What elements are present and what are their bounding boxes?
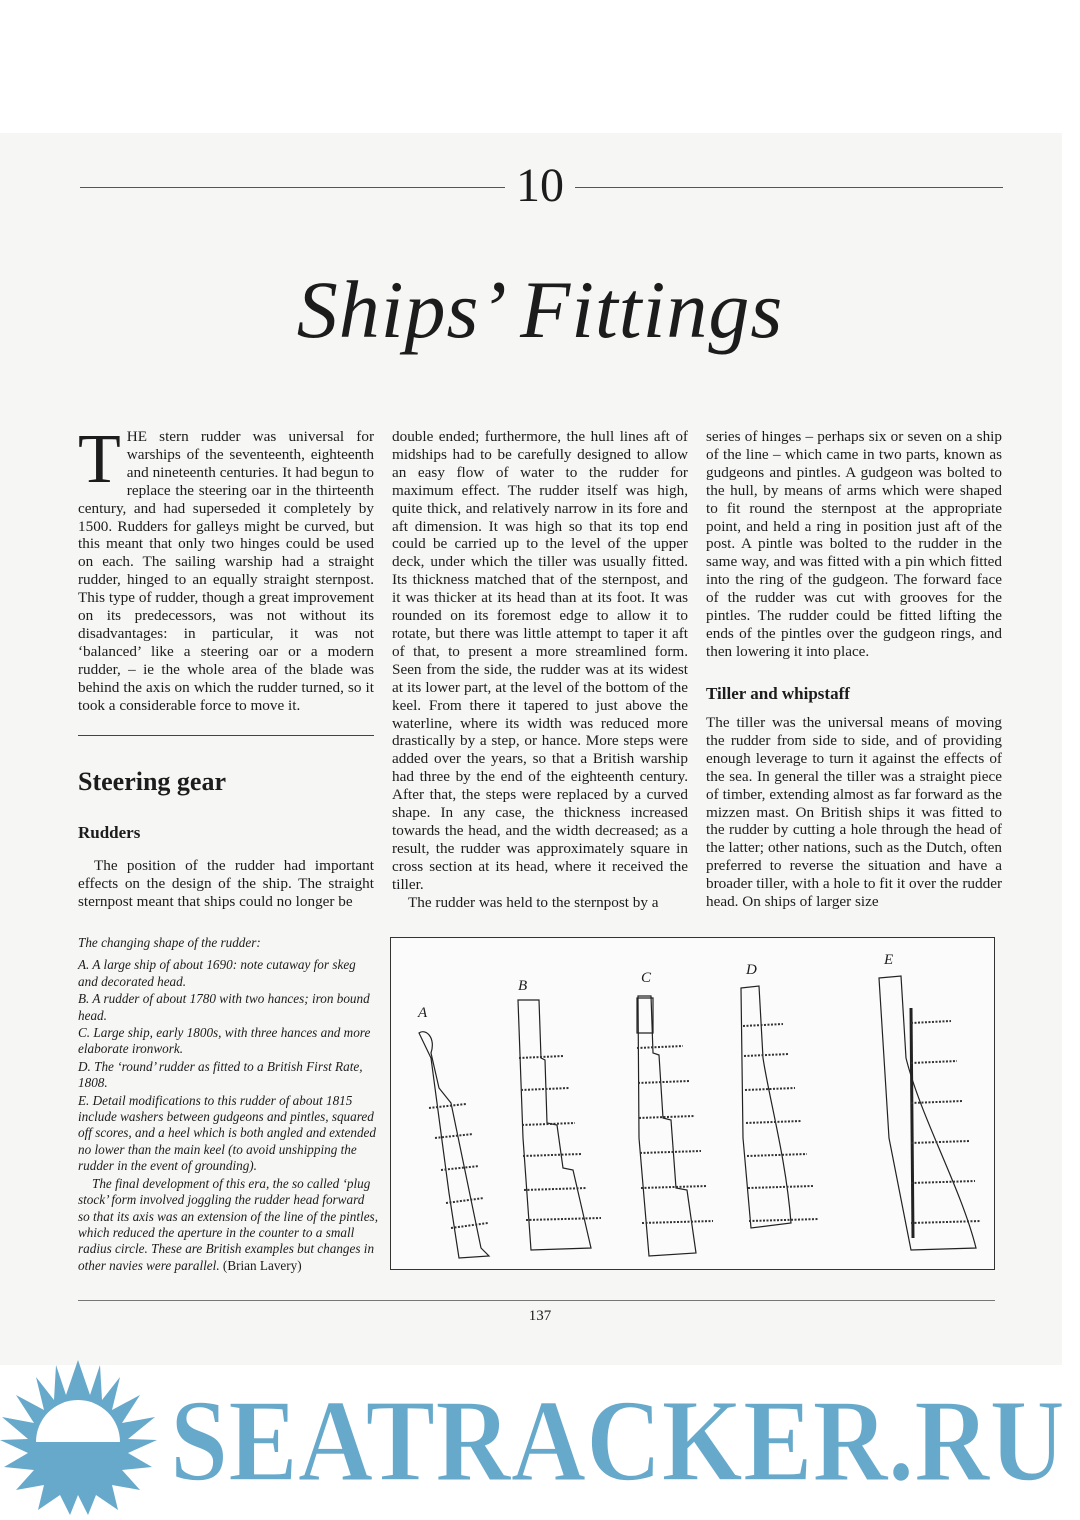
figure-label-e: E: [884, 952, 894, 968]
caption-final: The final development of this era, the so called ‘plug stock’ form involved joggling the rudder head forward so that its axis was an extension of the line of the pintles, which reduced the aperture in the counter to a small radius circle. These are British examples but changes in other navies were parallel.: [78, 1175, 378, 1273]
column-2: [392, 428, 688, 911]
chapter-title: Ships’ Fittings: [296, 264, 784, 355]
caption-item: A. A large ship of about 1690: note cutaway for skeg and decorated head.: [78, 957, 356, 989]
subheading-rudders: Rudders: [78, 823, 141, 842]
rudders-paragraph: The position of the rudder had important effects on the design of the ship. The straight sternpost meant that ships could no longer be: [78, 857, 374, 910]
footer-rule: [78, 1300, 995, 1301]
figure-caption: [78, 935, 378, 1275]
intro-paragraph: HE stern rudder was universal for warships of the seventeenth, eighteenth and nineteenth centuries. It had begun to replace the steering oar in the thirteenth century, and had superseded it completely by 1500. Rudders for galleys might be curved, but this meant that only two hinges could be used on each. The sailing warship had a straight rudder, hinged to an equally straight sternpost. This type of rudder, though a great improvement on its predecessors, was not without its disadvantages: in particular, it was not ‘balanced’ like a steering oar or a modern rudder, – ie the whole area of the blade was behind the axis on which the rudder turned, so it took a considerable force to move it.: [78, 428, 374, 714]
rudder-figure: [390, 937, 995, 1270]
rudder-drawings: [391, 938, 994, 1269]
chapter-rule-right: [575, 187, 1003, 188]
figure-label-c: C: [641, 970, 652, 986]
rudder-d-drawing: [741, 986, 791, 1228]
figure-label-a: A: [418, 1005, 428, 1021]
sun-icon: [0, 1360, 157, 1515]
page-number: 137: [528, 1308, 552, 1324]
figure-label-b: B: [518, 978, 528, 994]
paragraph: double ended; furthermore, the hull lines aft of midships had to be carefully designed to allow an easy flow of water to the rudder for maximum effect. The rudder itself was high, quite thick, and relatively narrow in its fore and aft dimension. It was high so that its top end could be carried up to the level of the upper deck, under which the tiller was usually fitted. Its thickness matched that of the sternpost, and it was thicker at its head than at its foot. It was rounded on its foremost edge to allow it to rotate, but there was little attempt to taper it aft of that, to present a more streamlined form. Seen from the side, the rudder was at its widest at its lower part, at the level of the bottom of the keel. From there it tapered to just above the waterline, where its width was reduced more drastically by a step, or hance. More steps were added over the years, so that a British warship had three by the end of the eighteenth century. After that, the steps were replaced by a curved shape. In any case, the thickness increased towards the head, and the width decreased; as a result, the rudder was approximately square in cross section at its head, where it received the tiller.: [392, 428, 688, 893]
caption-item: B. A rudder of about 1780 with two hances; iron bound head.: [78, 991, 370, 1023]
watermark-logo: [0, 1355, 1080, 1515]
watermark-text: SEATRACKER.RU: [170, 1375, 1065, 1506]
section-divider: [78, 735, 374, 736]
column-1-rudders: [78, 857, 374, 911]
paragraph: The rudder was held to the sternpost by a: [408, 893, 659, 911]
rudder-b-drawing: [518, 1000, 591, 1250]
watermark-graphic: [0, 1355, 1080, 1515]
column-1-intro: [78, 421, 374, 715]
section-heading: Steering gear: [78, 767, 227, 796]
chapter-rule-left: [80, 187, 505, 188]
figure-label-d: D: [746, 962, 757, 978]
column-3-bottom: [706, 714, 1002, 911]
caption-title: The changing shape of the rudder:: [78, 935, 261, 950]
chapter-number: 10: [516, 159, 564, 212]
caption-item: C. Large ship, early 1800s, with three hances and more elaborate ironwork.: [78, 1025, 371, 1057]
rudder-a-drawing: [419, 1032, 489, 1258]
caption-item: D. The ‘round’ rudder as fitted to a British First Rate, 1808.: [78, 1058, 363, 1091]
subheading-tiller: Tiller and whipstaff: [706, 684, 850, 703]
rudder-e-drawing: [879, 976, 976, 1250]
column-3-top: [706, 428, 1002, 661]
paragraph: The tiller was the universal means of moving the rudder from side to side, and of providing enough leverage to turn it against the effects of the sea. In general the tiller was a straight piece of timber, extending almost as far forward as the mizzen mast. On British ships it was fitted to the rudder by cutting a hole through the head of the latter; other nations, such as the Dutch, often preferred to reverse the situation and have a broader tiller, with a hole to fit it over the rudder head. On ships of larger size: [706, 714, 1002, 911]
caption-item: E. Detail modifications to this rudder of about 1815 include washers between gudgeons and pintles, squared off scores, and a heel which is both angled and extended no lower than the main keel (to avoid unshipping the rudder in the event of grounding).: [78, 1092, 377, 1174]
rudder-c-drawing: [638, 996, 696, 1256]
caption-credit: (Brian Lavery): [222, 1257, 302, 1273]
paragraph: series of hinges – perhaps six or seven on a ship of the line – which came in two parts, known as gudgeons and pintles. A gudgeon was bolted to the hull, by means of arms which were shaped to fit round the sternpost at the appropriate point, and held a ring in position just aft of the post. A pintle was bolted to the rudder in the same way, and was fitted with a pin which fitted into the ring of the gudgeon. The forward face of the rudder was cut with grooves for the pintles. The rudder could be fitted lifting the ends of the pintles over the gudgeon rings, and then lowering it into place.: [706, 428, 1002, 660]
drop-cap: T: [78, 421, 121, 498]
